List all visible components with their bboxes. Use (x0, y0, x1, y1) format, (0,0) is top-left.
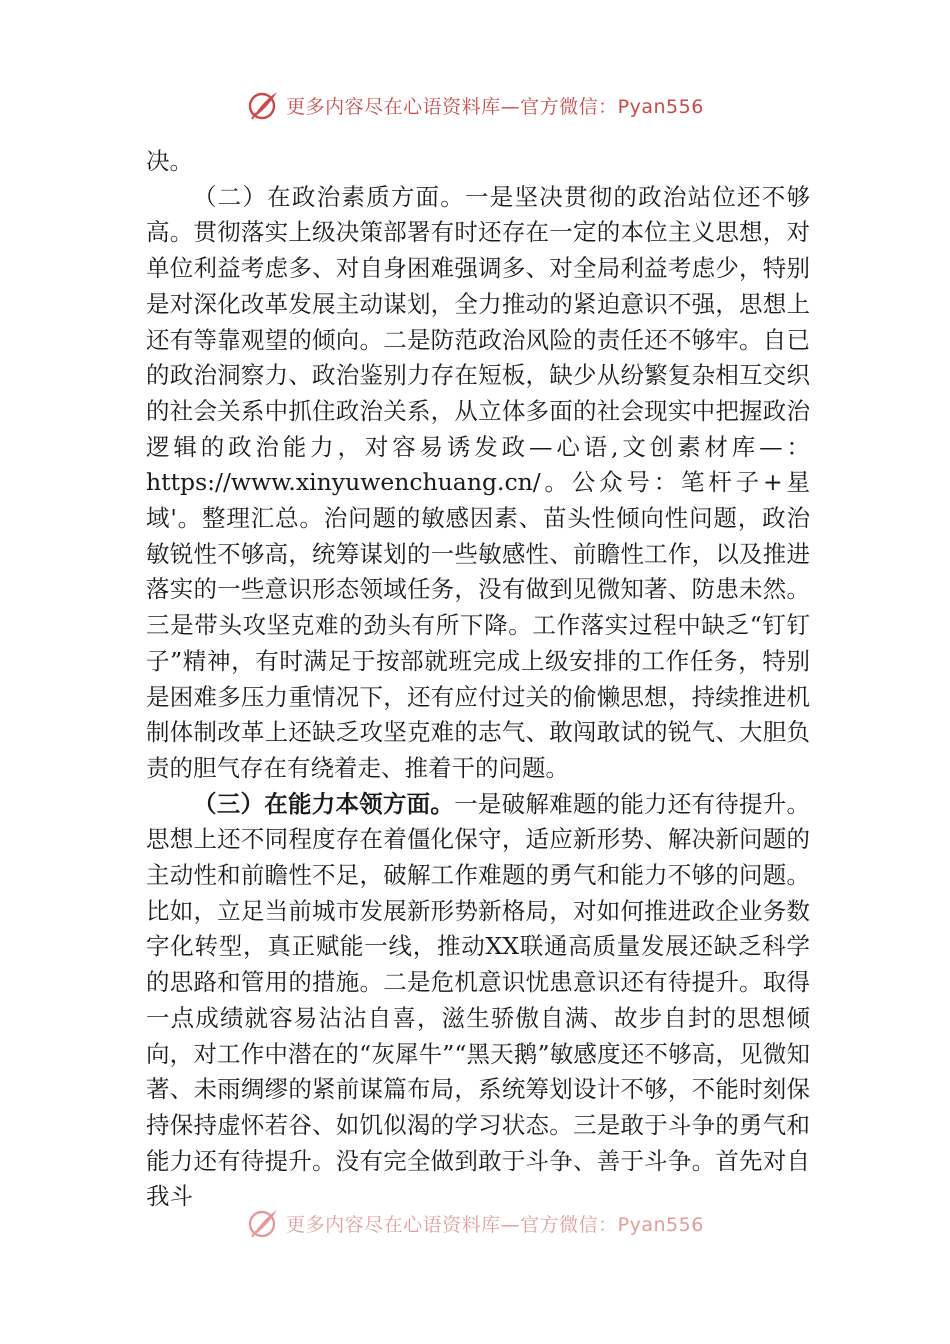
document-body (146, 144, 810, 1215)
paragraph-continuation (146, 144, 810, 180)
watermark-header (0, 88, 950, 122)
section-heading-political-quality: （二）在政治素质方面。 (193, 182, 466, 211)
paragraph-ability (146, 787, 810, 1215)
section-heading-ability: （三）在能力本领方面。 (193, 789, 455, 818)
paragraph-body: 决。 (146, 147, 193, 175)
watermark-text: 更多内容尽在心语资料库—官方微信：Pyan556 (286, 95, 704, 118)
paragraph-body: 一是坚决贯彻的政治站位还不够高。贯彻落实上级决策部署有时还存在一定的本位主义思想，对单位利益考虑多、对自身困难强调多、对全局利益考虑少，特别是对深化改革发展主动谋划，全力推动的紧迫意识不强，思想上还有等靠观望的倾向。二是防范政治风险的责任还不够牢。自已的政治洞察力、政治鉴别力存在短板，缺少从纷繁复杂相互交织的社会关系中抓住政治关系，从立体多面的社会现实中把握政治逻辑的政治能力，对容易诱发政—心语,文创素材库—：https://www.xinyuwenchuang.cn/。公众号：笔杆子+星域'。整理汇总。治问题的敏感因素、苗头性倾向性问题，政治敏锐性不够高，统筹谋划的一些敏感性、前瞻性工作，以及推进落实的一些意识形态领域任务，没有做到见微知著、防患未然。三是带头攻坚克难的劲头有所下降。工作落实过程中缺乏“钉钉子”精神，有时满足于按部就班完成上级安排的工作任务，特别是困难多压力重情况下，还有应付过关的偷懒思想，持续推进机制体制改革上还缺乏攻坚克难的志气、敢闯敢试的锐气、大胆负责的胆气存在有绕着走、推着干的问题。 (146, 182, 811, 782)
paragraph-body: 一是破解难题的能力还有待提升。思想上还不同程度存在着僵化保守，适应新形势、解决新问题的主动性和前瞻性不足，破解工作难题的勇气和能力不够的问题。比如，立足当前城市发展新形势新格局，对如何推进政企业务数字化转型，真正赋能一线，推动XX联通高质量发展还缺乏科学的思路和管用的措施。二是危机意识忧患意识还有待提升。取得一点成绩就容易沾沾自喜，滋生骄傲自满、故步自封的思想倾向，对工作中潜在的“灰犀牛”“黑天鹅”敏感度还不够高，见微知著、未雨绸缪的紧前谋篇布局，系统筹划设计不够，不能时刻保持保持虚怀若谷、如饥似渴的学习状态。三是敢于斗争的勇气和能力还有待提升。没有完全做到敢于斗争、善于斗争。首先对自我斗 (146, 789, 811, 1211)
quill-in-circle-icon (246, 88, 280, 122)
quill-in-circle-icon (246, 1206, 280, 1240)
watermark-footer (0, 1206, 950, 1240)
watermark-text: 更多内容尽在心语资料库—官方微信：Pyan556 (286, 1213, 704, 1236)
paragraph-political-quality (146, 180, 810, 787)
